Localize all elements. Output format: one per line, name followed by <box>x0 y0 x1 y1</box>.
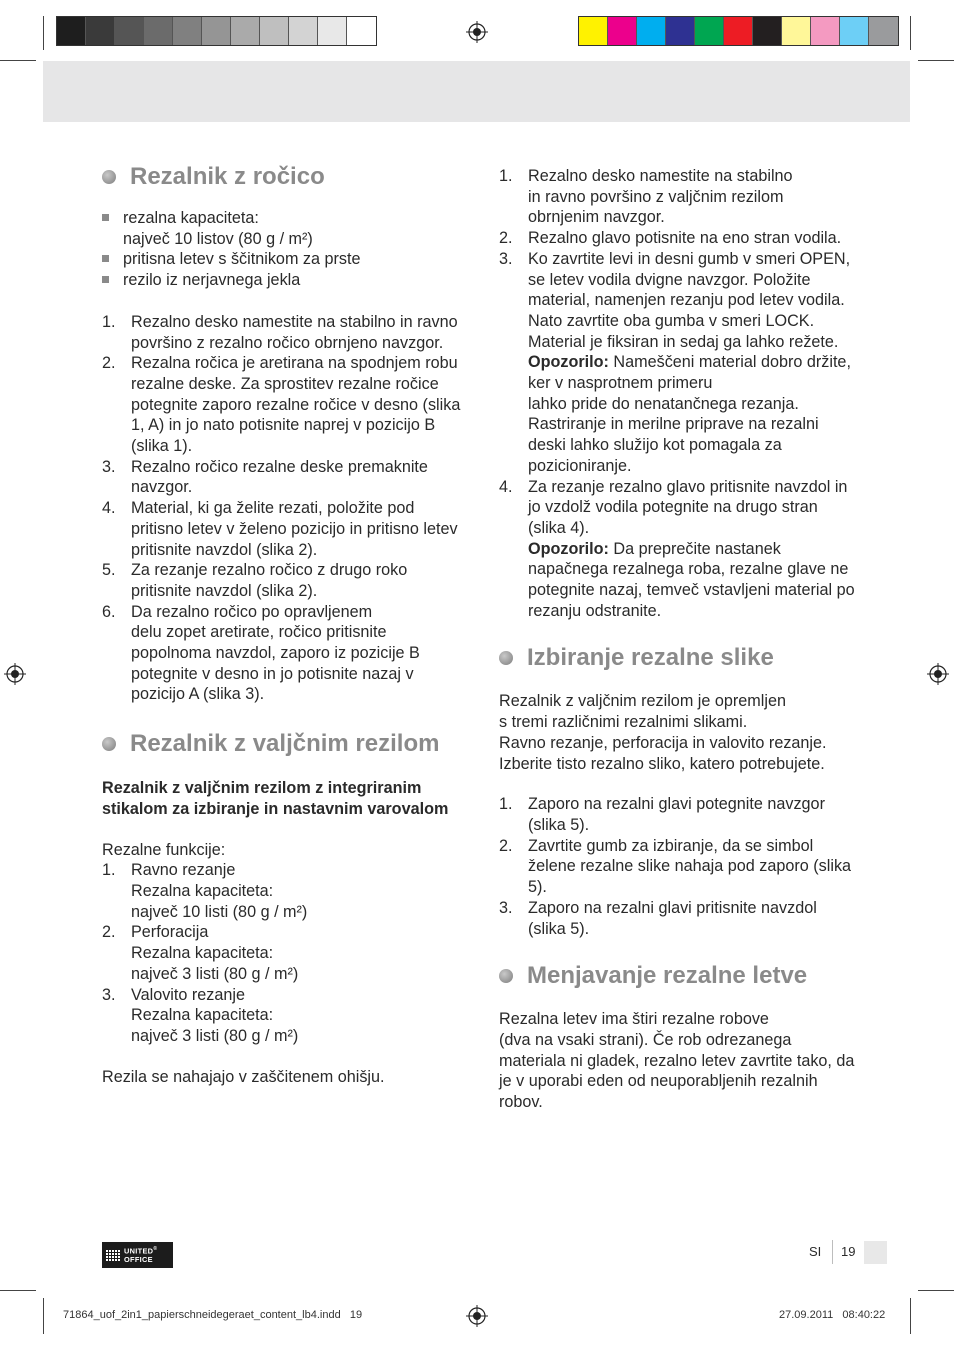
step-number: 3. <box>499 898 513 917</box>
slug-timestamp: 27.09.2011 08:40:22 <box>779 1309 886 1321</box>
blades-note: Rezila se nahajajo v zaščitenem ohišju. <box>102 1067 385 1086</box>
step-text: Rezalna ročica je aretirana na spodnjem robu rezalne deske. Za sprostitev rezalne ročice potegnite zaporo rezalne ročice v desno (slika 1, A) in jo nato potisnite naprej v pozicijo B (slika 1). <box>131 354 461 456</box>
color-swatch <box>318 17 347 45</box>
bullet-dot-icon <box>499 969 513 983</box>
function-item <box>102 922 467 984</box>
gray-swatch-bar <box>56 16 377 46</box>
note-text: Nameščeni material dobro držite, ker v nasprotnem primeru lahko pride do nenatančnega rezanja. Rastriranje in merilne priprave na rezalni deski lahko služijo kot pomagala za pozicioniranje. <box>528 353 851 475</box>
section-heading <box>499 961 859 991</box>
left-column <box>102 162 467 1087</box>
section-heading <box>102 162 467 192</box>
step-item <box>499 249 859 477</box>
color-swatch <box>579 17 608 45</box>
function-text: Perforacija Rezalna kapaciteta: največ 3 listi (80 g / m²) <box>131 923 299 983</box>
step-number: 2. <box>102 923 116 942</box>
step-text: Za rezanje rezalno ročico z drugo roko pritisnite navzdol (slika 2). <box>131 561 408 600</box>
note-label: Opozorilo: <box>528 353 609 372</box>
step-text: Za rezanje rezalno glavo pritisnite navzdol in jo vzdolž vodila potegnite na drugo stran (slika 4). <box>528 477 848 537</box>
color-swatch <box>782 17 811 45</box>
step-item <box>102 560 467 601</box>
feature-text: rezilo iz nerjavnega jekla <box>123 271 301 290</box>
registration-mark-icon <box>927 663 949 685</box>
color-swatch <box>724 17 753 45</box>
color-swatch <box>608 17 637 45</box>
section-heading-text: Izbiranje rezalne slike <box>527 644 774 672</box>
step-item <box>499 836 859 898</box>
step-list <box>102 312 467 705</box>
step-text: Zaporo na rezalni glavi pritisnite navzdol (slika 5). <box>528 898 817 938</box>
step-number: 3. <box>102 457 116 476</box>
step-item <box>499 166 859 228</box>
functions-list <box>102 860 467 1046</box>
color-swatch <box>637 17 666 45</box>
color-swatch <box>840 17 869 45</box>
function-text: Ravno rezanje Rezalna kapaciteta: največ 10 listi (80 g / m²) <box>131 861 308 921</box>
function-text: Valovito rezanje Rezalna kapaciteta: največ 3 listi (80 g / m²) <box>131 985 299 1045</box>
note-text: Da preprečite nastanek napačnega rezalnega roba, rezalne glave ne potegnite nazaj, temveč vstavljeni material po rezanju odstranite. <box>528 539 855 620</box>
square-bullet-icon <box>102 276 109 283</box>
replace-paragraph: Rezalna letev ima štiri rezalne robove (dva na vsaki strani). Če rob odrezanega materiala ni gladek, rezalno letev zavrtite tako, da je v uporabi eden od neuporabljenih rezalnih robov. <box>499 1010 855 1112</box>
intro-paragraph: Rezalnik z valjčnim rezilom z integriranim stikalom za izbiranje in nastavnim varovalom <box>102 779 449 818</box>
logo-grid-icon <box>106 1250 120 1261</box>
step-item <box>102 457 467 498</box>
registration-mark-icon <box>4 663 26 685</box>
feature-item <box>102 249 467 270</box>
bullet-dot-icon <box>102 737 116 751</box>
functions-label: Rezalne funkcije: <box>102 840 226 859</box>
color-swatch <box>260 17 289 45</box>
step-number: 6. <box>102 602 116 621</box>
page-number: 19 <box>841 1244 856 1259</box>
feature-text: pritisna letev s ščitnikom za prste <box>123 250 361 269</box>
step-text: Rezalno desko namestite na stabilno in ravno površino z valjčnim rezilom obrnjenim navzgor. <box>528 167 793 227</box>
crop-mark <box>0 1290 36 1291</box>
step-number: 3. <box>499 249 513 268</box>
color-swatch <box>202 17 231 45</box>
function-item <box>102 860 467 922</box>
step-text: Rezalno desko namestite na stabilno in ravno površino z rezalno ročico obrnjeno navzgor. <box>131 312 458 352</box>
step-text: Ko zavrtite levi in desni gumb v smeri OPEN, se letev vodila dvigne navzgor. Položite material, namenjen rezanju pod letev vodila. Nato zavrtite oba gumba v smeri LOCK. Material je fiksiran in sedaj ga lahko režete. <box>528 249 851 351</box>
color-swatch <box>115 17 144 45</box>
feature-item <box>102 208 467 249</box>
step-text: Zavrtite gumb za izbiranje, da se simbol želene rezalne slike nahaja pod zaporo (slika 5). <box>528 836 852 897</box>
step-item <box>499 898 859 939</box>
color-swatch <box>57 17 86 45</box>
step-item <box>102 498 467 560</box>
color-swatch-bar <box>578 16 899 46</box>
crop-mark <box>43 16 44 50</box>
note-label: Opozorilo: <box>528 539 609 558</box>
step-text: Zaporo na rezalni glavi potegnite navzgor (slika 5). <box>528 795 825 834</box>
select-paragraph: Rezalnik z valjčnim rezilom je opremljen s tremi različnimi rezalnimi slikami. Ravno rezanje, perforacija in valovito rezanje. Izberite tisto rezalno sliko, katero potrebujete. <box>499 692 827 773</box>
color-swatch <box>289 17 318 45</box>
color-swatch <box>753 17 782 45</box>
section-heading-text: Rezalnik z ročico <box>130 163 325 190</box>
bullet-dot-icon <box>102 170 116 184</box>
section-heading-text: Rezalnik z valjčnim rezilom <box>130 730 440 758</box>
step-number: 1. <box>102 861 116 880</box>
step-number: 4. <box>499 477 513 496</box>
step-number: 2. <box>102 354 116 373</box>
united-office-logo <box>102 1242 173 1268</box>
step-item <box>102 353 467 457</box>
feature-list <box>102 208 467 291</box>
section-heading <box>499 643 859 673</box>
step-number: 1. <box>499 167 513 185</box>
color-swatch <box>231 17 260 45</box>
step-item <box>102 602 467 706</box>
step-text: Da rezalno ročico po opravljenem delu zopet aretirate, ročico pritisnite popolnoma navzdol, zaporo iz pozicije B potegnite v desno in jo potisnite nazaj v pozicijo A (slika 3). <box>131 602 420 704</box>
logo-text: UNITED® OFFICE <box>124 1246 158 1265</box>
step-number: 1. <box>499 795 513 814</box>
step-item <box>499 477 859 622</box>
step-item <box>499 794 859 835</box>
registration-mark-icon <box>466 21 488 43</box>
language-code: SI <box>809 1244 822 1259</box>
step-number: 2. <box>499 836 513 855</box>
square-bullet-icon <box>102 214 109 221</box>
slug-filename: 71864_uof_2in1_papierschneidegeraet_content_lb4.indd 19 <box>63 1309 363 1321</box>
color-swatch <box>811 17 840 45</box>
feature-item <box>102 270 467 291</box>
right-column <box>499 166 859 1113</box>
registration-mark-icon <box>466 1305 488 1327</box>
color-swatch <box>173 17 202 45</box>
color-swatch <box>86 17 115 45</box>
crop-mark <box>918 60 954 61</box>
step-number: 5. <box>102 561 116 580</box>
square-bullet-icon <box>102 255 109 262</box>
bullet-dot-icon <box>499 651 513 665</box>
feature-text: rezalna kapaciteta: največ 10 listov (80 g / m²) <box>123 209 313 248</box>
color-swatch <box>666 17 695 45</box>
select-step-list <box>499 794 859 939</box>
page-tab <box>864 1241 887 1264</box>
crop-mark <box>0 60 36 61</box>
function-item <box>102 985 467 1047</box>
color-swatch <box>347 17 376 45</box>
step-text: Rezalno ročico rezalne deske premaknite navzgor. <box>131 457 428 497</box>
color-swatch <box>144 17 173 45</box>
color-swatch <box>869 17 898 45</box>
step-item <box>499 228 859 249</box>
step-number: 2. <box>499 229 513 248</box>
section-heading <box>102 729 467 759</box>
crop-mark <box>910 1298 911 1334</box>
crop-mark <box>910 16 911 50</box>
step-number: 3. <box>102 985 116 1004</box>
step-list <box>499 166 859 621</box>
footer-divider <box>832 1240 833 1264</box>
step-text: Rezalno glavo potisnite na eno stran vodila. <box>528 229 842 248</box>
crop-mark <box>43 1298 44 1334</box>
step-number: 1. <box>102 312 116 331</box>
crop-mark <box>918 1290 954 1291</box>
step-item <box>102 312 467 353</box>
step-text: Material, ki ga želite rezati, položite pod pritisno letev v želeno pozicijo in pritisno letev pritisnite navzdol (slika 2). <box>131 499 458 559</box>
header-band <box>43 61 910 122</box>
section-heading-text: Menjavanje rezalne letve <box>527 962 808 990</box>
step-number: 4. <box>102 499 116 518</box>
color-swatch <box>695 17 724 45</box>
